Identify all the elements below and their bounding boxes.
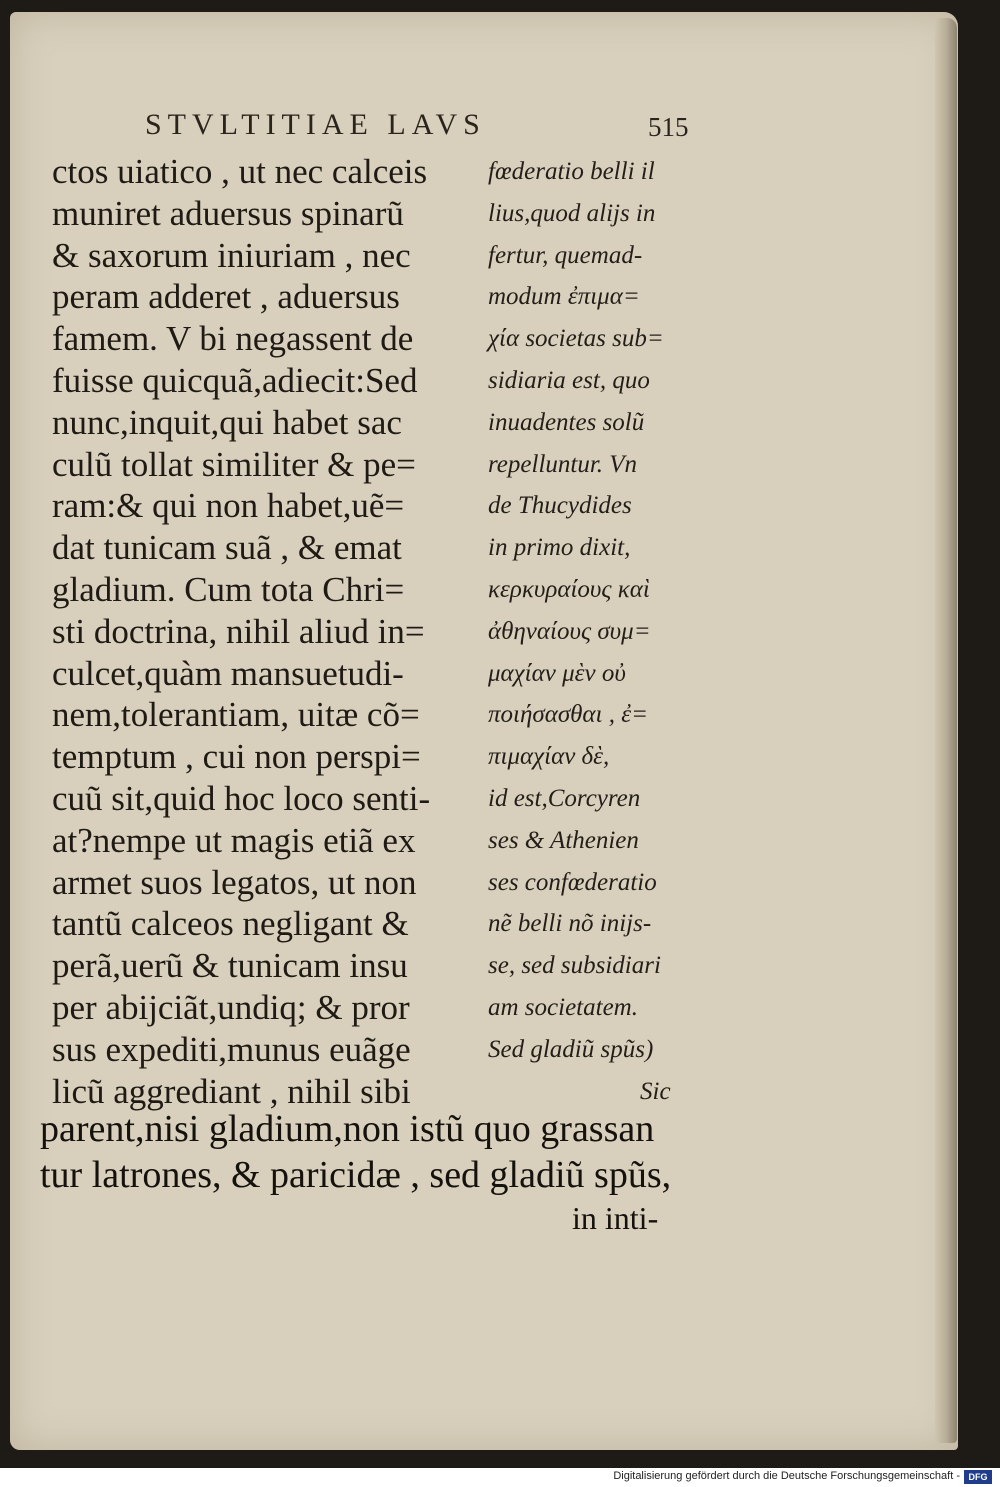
margin-note-line: repelluntur. Vn <box>488 450 638 478</box>
running-title: STVLTITIAE LAVS <box>145 108 486 141</box>
main-text-line: at?nempe ut magis etiã ex <box>52 820 416 860</box>
margin-note-line: ποιήσασθαι , ἐ= <box>488 701 648 729</box>
margin-note-line: am societatem. <box>488 994 638 1021</box>
margin-note-line: lius,quod alijs in <box>488 199 656 227</box>
main-text-line: sti doctrina, nihil aliud in= <box>52 611 425 651</box>
main-text-line: culcet,quàm mansuetudi- <box>52 653 404 693</box>
main-text-line: tantũ calceos negligant & <box>52 904 409 944</box>
main-text-line: famem. V bi negassent de <box>52 319 414 359</box>
main-text-line: temptum , cui non perspi= <box>52 737 421 777</box>
page-number: 515 <box>648 112 689 142</box>
margin-note-line: ἀθηναίους συμ= <box>488 617 651 645</box>
main-text-line: ctos uiatico , ut nec calceis <box>52 152 428 191</box>
margin-note-line: sidiaria est, quo <box>488 367 650 394</box>
main-text-line: & saxorum iniuriam , nec <box>52 235 411 275</box>
margin-note-line: Sed gladiũ spũs) <box>488 1035 654 1063</box>
main-text-line: culũ tollat similiter & pe= <box>52 444 416 484</box>
main-text-line: dat tunicam suã , & emat <box>52 528 402 568</box>
margin-note-line: de Thucydides <box>488 492 632 520</box>
margin-note-line: πιμαχίαν δὲ, <box>488 743 610 771</box>
margin-note-line: μαχίαν μὲν οὐ <box>488 659 626 687</box>
page-edge <box>935 18 957 1443</box>
main-text-line: per abijciãt,undiq; & pror <box>52 988 410 1027</box>
margin-note-line: se, sed subsidiari <box>488 952 661 980</box>
margin-note-line: id est,Corcyren <box>488 785 641 812</box>
main-text-line: nunc,inquit,qui habet sac <box>52 402 402 442</box>
margin-note-line: Sic <box>640 1077 671 1105</box>
margin-note-line: nẽ belli nõ inijs- <box>488 910 652 938</box>
margin-note-line: κερκυραίους καὶ <box>488 576 650 603</box>
margin-note-line: ses & Athenien <box>488 826 639 854</box>
margin-note-line: fœderatio belli il <box>488 158 655 185</box>
main-text-line: peram adderet , aduersus <box>52 277 400 317</box>
main-text-line: nem,tolerantiam, uitæ cõ= <box>52 695 420 735</box>
margin-note-line: modum ἐπιμα= <box>488 283 640 311</box>
main-text-line: gladium. Cum tota Chri= <box>52 570 405 609</box>
main-text-line: licũ aggrediant , nihil sibi <box>52 1071 411 1111</box>
main-text-line: sus expediti,munus euãge <box>52 1029 411 1069</box>
margin-note-line: inuadentes solũ <box>488 408 645 436</box>
main-text-line: fuisse quicquã,adiecit:Sed <box>52 361 418 400</box>
dfg-logo: DFG <box>964 1470 992 1484</box>
full-width-line: parent,nisi gladium,non istũ quo grassan <box>40 1108 655 1150</box>
main-text-line: perã,uerũ & tunicam insu <box>52 946 408 986</box>
main-text-line: ram:& qui non habet,uẽ= <box>52 486 405 526</box>
margin-note-line: in primo dixit, <box>488 534 631 562</box>
footer-credit: Digitalisierung gefördert durch die Deutsche Forschungsgemeinschaft - <box>613 1470 960 1482</box>
main-text-line: muniret aduersus spinarũ <box>52 193 404 233</box>
margin-note-line: fertur, quemad- <box>488 241 643 269</box>
main-text-line: cuũ sit,quid hoc loco senti- <box>52 779 431 818</box>
full-width-line: tur latrones, & paricidæ , sed gladiũ spũs, <box>40 1154 672 1196</box>
margin-note-line: χία societas sub= <box>488 325 664 353</box>
margin-note-line: ses confœderatio <box>488 868 657 896</box>
main-text-line: armet suos legatos, ut non <box>52 862 417 902</box>
catchword: in inti- <box>572 1200 659 1236</box>
